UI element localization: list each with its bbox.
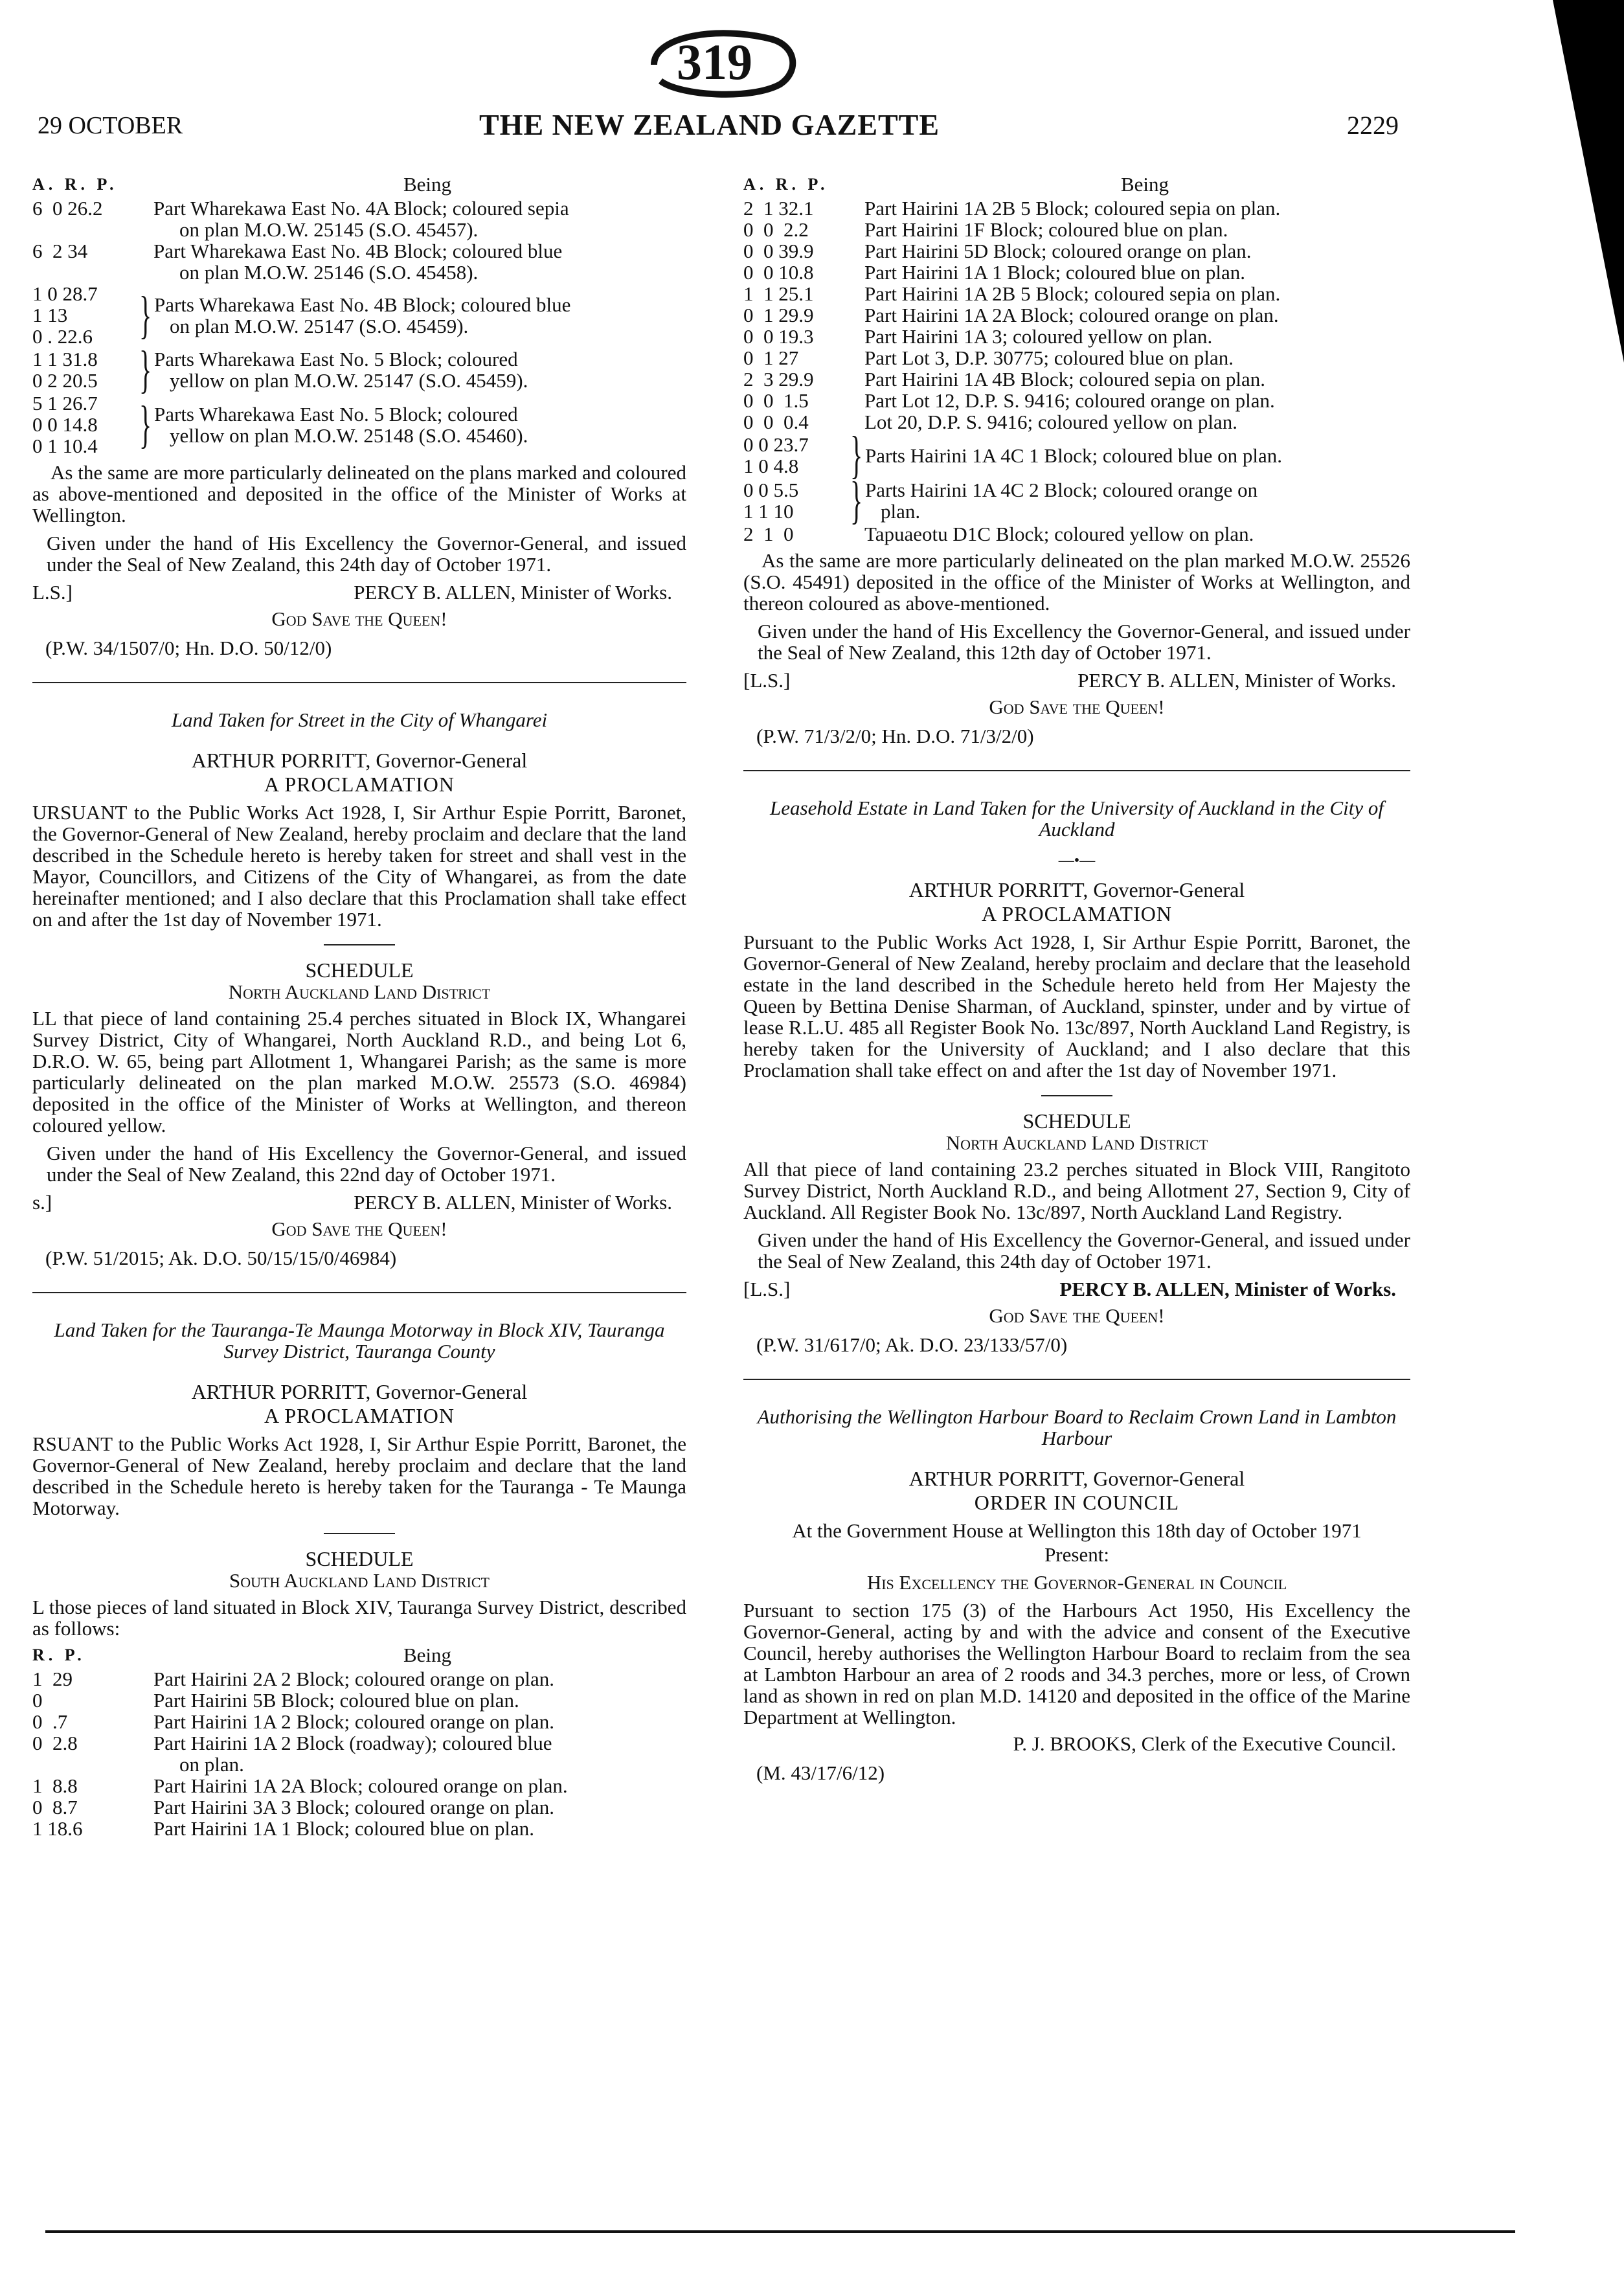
god-save-the-queen: God Save the Queen! [271, 607, 447, 630]
file-reference: (M. 43/17/6/12) [756, 1761, 885, 1784]
land-row: 2 1 32.1 Part Hairini 1A 2B 5 Block; coloured sepia on plan. [743, 197, 1281, 220]
page-number: 2229 [1347, 111, 1399, 140]
land-row: 0 8.7 Part Hairini 3A 3 Block; coloured orange on plan. [32, 1796, 555, 1818]
land-row: 1 18.6 Part Hairini 1A 1 Block; coloured blue on plan. [32, 1817, 535, 1840]
schedule-text: L those pieces of land situated in Block XIV, Tauranga Survey District, described as follows: [32, 1596, 686, 1640]
god-save-the-queen: God Save the Queen! [271, 1217, 447, 1240]
land-row: 1 29 Part Hairini 2A 2 Block; coloured orange on plan. [32, 1668, 555, 1690]
land-district: North Auckland Land District [228, 980, 491, 1003]
file-reference: (P.W. 71/3/2/0; Hn. D.O. 71/3/2/0) [756, 725, 1034, 747]
file-reference: (P.W. 31/617/0; Ak. D.O. 23/133/57/0) [756, 1333, 1068, 1356]
page-header [0, 0, 1624, 162]
section-divider [743, 1379, 1410, 1380]
governor-general: ARTHUR PORRITT, Governor-General [908, 1467, 1245, 1490]
land-row: 2 3 29.9 Part Hairini 1A 4B Block; coloured sepia on plan. [743, 368, 1266, 390]
governor-general: ARTHUR PORRITT, Governor-General [191, 749, 528, 772]
land-table-header: A. R. P. Being [743, 173, 1169, 196]
issue-date: 29 OCTOBER [38, 112, 183, 139]
land-row: 1 1 25.1 Part Hairini 1A 2B 5 Block; coloured sepia on plan. [743, 282, 1281, 305]
land-district: North Auckland Land District [945, 1131, 1208, 1154]
proclamation-body: RSUANT to the Public Works Act 1928, I, Sir Arthur Espie Porritt, Baronet, the Governor-General of New Zealand, hereby proclaim and declare that the land described in the Schedule hereto is hereby taken for the Tauranga - Te Maunga Motorway. [32, 1432, 686, 1519]
land-row: 6 0 26.2 Part Wharekawa East No. 4A Block; coloured sepia on plan M.O.W. 25145 (S.O. 45457). [32, 197, 569, 241]
section-divider [32, 682, 686, 683]
land-row: 0 0 39.9 Part Hairini 5D Block; coloured orange on plan. [743, 240, 1252, 262]
governor-general: ARTHUR PORRITT, Governor-General [191, 1380, 528, 1403]
land-group: 1 0 28.7 1 13 0 . 22.6 } Parts Wharekawa East No. 4B Block; coloured blue on plan M.O.W. 25147 (S.O. 45459). [32, 282, 571, 348]
notice-title: Land Taken for Street in the City of Whangarei [171, 708, 548, 731]
given-under-hand: Given under the hand of His Excellency the Governor-General, and issued under the Seal of New Zealand, this 24th day of October 1971. [47, 532, 686, 576]
land-row: 0 0 0.4 Lot 20, D.P. S. 9416; coloured yellow on plan. [743, 411, 1238, 433]
proclamation-body: Pursuant to the Public Works Act 1928, I, Sir Arthur Espie Porritt, Baronet, the Governor-General of New Zealand, hereby proclaim and declare that the leasehold estate in the land described in the Schedule hereto held from Her Majesty the Queen by Bettina Denise Sharman, of Auckland, spinster, under and by virtue of lease R.L.U. 485 all Register Book No. 13c/897, North Auckland Land Registry, is hereby taken for the University of Auckland; and I also declare that this Proclamation shall take effect on and after the 1st day of November 1971. [743, 931, 1410, 1081]
delineation-paragraph: As the same are more particularly delineated on the plan marked M.O.W. 25526 (S.O. 45491) deposited in the office of the Minister of Works at Wellington, and thereon coloured as above-mentioned. [743, 549, 1410, 615]
seal-mark: [L.S.] [743, 669, 791, 692]
land-table-header: R. P. Being [32, 1644, 452, 1666]
land-row: 0 0 19.3 Part Hairini 1A 3; coloured yellow on plan. [743, 325, 1213, 348]
present-label: Present: [1044, 1543, 1109, 1566]
land-row: 0 0 1.5 Part Lot 12, D.P. S. 9416; coloured orange on plan. [743, 389, 1275, 412]
order-heading: ORDER IN COUNCIL [974, 1491, 1180, 1514]
land-row: 0 0 2.2 Part Hairini 1F Block; coloured blue on plan. [743, 218, 1228, 241]
schedule-heading: SCHEDULE [1022, 1109, 1131, 1133]
land-row: 0 Part Hairini 5B Block; coloured blue on plan. [32, 1689, 519, 1712]
short-divider [324, 1533, 395, 1534]
schedule-text: LL that piece of land containing 25.4 perches situated in Block IX, Whangarei Survey District, City of Whangarei, North Auckland R.D., and being Lot 6, D.R.O. W. 65, being part Allotment 1, Whangarei Parish; as the same is more particularly delineated on the plan marked M.O.W. 25573 (S.O. 46984) deposited in the office of the Minister of Works at Wellington, and thereon coloured yellow. [32, 1007, 686, 1137]
brace-symbol: } [139, 341, 152, 398]
section-divider [743, 770, 1410, 771]
minister-signature: PERCY B. ALLEN, Minister of Works. [354, 1191, 672, 1214]
land-district: South Auckland Land District [229, 1569, 490, 1592]
land-row: 2 1 0 Tapuaeotu D1C Block; coloured yellow on plan. [743, 523, 1254, 545]
land-group: 0 0 23.7 1 0 4.8 } Parts Hairini 1A 4C 1 Block; coloured blue on plan. [743, 427, 1283, 484]
council-heading: His Excellency the Governor-General in Council [866, 1571, 1287, 1594]
given-under-hand: Given under the hand of His Excellency the Governor-General, and issued under the Seal of New Zealand, this 22nd day of October 1971. [47, 1142, 686, 1186]
order-location: At the Government House at Wellington this 18th day of October 1971 [792, 1519, 1362, 1542]
order-body: Pursuant to section 175 (3) of the Harbours Act 1950, His Excellency the Governor-General, acting by and with the advice and consent of the Executive Council, hereby authorises the Wellington Harbour Board to reclaim from the sea at Lambton Harbour an area of 2 roods and 34.3 perches, more or less, of Crown land as shown in red on plan M.D. 14120 and deposited in the office of the Marine Department at Wellington. [743, 1599, 1410, 1728]
proclamation-body: URSUANT to the Public Works Act 1928, I, Sir Arthur Espie Porritt, Baronet, the Governor-General of New Zealand, hereby proclaim and declare that the land described in the Schedule hereto is hereby taken for street and shall vest in the Mayor, Councillors, and Citizens of the City of Whangarei, as from the date hereinafter mentioned; and I also declare that this Proclamation shall take effect on and after the 1st day of November 1971. [32, 801, 686, 931]
file-reference: (P.W. 34/1507/0; Hn. D.O. 50/12/0) [45, 637, 332, 659]
minister-signature: PERCY B. ALLEN, Minister of Works. [1059, 1278, 1396, 1300]
svg-text:319: 319 [677, 34, 752, 90]
file-reference: (P.W. 51/2015; Ak. D.O. 50/15/15/0/46984) [45, 1247, 397, 1269]
land-row: 0 0 10.8 Part Hairini 1A 1 Block; coloured blue on plan. [743, 261, 1246, 284]
notice-title: Authorising the Wellington Harbour Board to Reclaim Crown Land in Lambton Harbour [757, 1405, 1397, 1449]
notice-title: Land Taken for the Tauranga-Te Maunga Motorway in Block XIV, Tauranga Survey District, Tauranga County [54, 1319, 665, 1363]
land-row: 6 2 34 Part Wharekawa East No. 4B Block; coloured blue on plan M.O.W. 25146 (S.O. 45458). [32, 240, 563, 284]
right-column [743, 174, 1410, 1791]
given-under-hand: Given under the hand of His Excellency the Governor-General, and issued under the Seal of New Zealand, this 24th day of October 1971. [758, 1228, 1410, 1273]
page-bottom-rule [45, 2230, 1515, 2233]
land-group: 5 1 26.7 0 0 14.8 0 1 10.4 } Parts Wharekawa East No. 5 Block; coloured yellow on plan M.O.W. 25148 (S.O. 45460). [32, 392, 528, 457]
short-divider [324, 944, 395, 945]
land-row: 0 2.8 Part Hairini 1A 2 Block (roadway); coloured blue on plan. [32, 1732, 552, 1776]
land-group: 1 1 31.8 0 2 20.5 } Parts Wharekawa East No. 5 Block; coloured yellow on plan M.O.W. 25147 (S.O. 45459). [32, 341, 528, 398]
proclamation-heading: A PROCLAMATION [264, 773, 455, 796]
governor-general: ARTHUR PORRITT, Governor-General [908, 878, 1245, 901]
brace-symbol: } [850, 472, 863, 529]
notice-title: Leasehold Estate in Land Taken for the University of Auckland in the City of Auckland [770, 797, 1384, 841]
section-divider [32, 1292, 686, 1293]
god-save-the-queen: God Save the Queen! [989, 1304, 1165, 1327]
seal-mark: L.S.] [32, 581, 73, 604]
land-row: 0 1 29.9 Part Hairini 1A 2A Block; coloured orange on plan. [743, 304, 1279, 326]
land-row: 1 8.8 Part Hairini 1A 2A Block; coloured orange on plan. [32, 1774, 568, 1797]
seal-mark: [L.S.] [743, 1278, 791, 1300]
ornament-dash: —•— [1058, 852, 1096, 869]
land-row: 0 1 27 Part Lot 3, D.P. 30775; coloured blue on plan. [743, 346, 1234, 369]
land-row: 0 .7 Part Hairini 1A 2 Block; coloured orange on plan. [32, 1710, 555, 1733]
proclamation-heading: A PROCLAMATION [264, 1404, 455, 1427]
left-column [32, 174, 686, 1839]
short-divider [1041, 1095, 1112, 1096]
seal-mark: s.] [32, 1191, 52, 1214]
brace-symbol: } [139, 396, 152, 453]
scan-shadow-corner [1553, 0, 1624, 363]
schedule-text: All that piece of land containing 23.2 perches situated in Block VIII, Rangitoto Survey District, North Auckland R.D., and being Allotment 27, Section 9, City of Auckland. All Register Book No. 13c/897, North Auckland Land Registry. [743, 1158, 1410, 1223]
land-table-header: A. R. P. Being [32, 173, 452, 196]
handwritten-page-stamp [641, 19, 803, 104]
clerk-signature: P. J. BROOKS, Clerk of the Executive Council. [1013, 1732, 1396, 1755]
schedule-heading: SCHEDULE [305, 1547, 414, 1570]
delineation-paragraph: As the same are more particularly delineated on the plans marked and coloured as above-mentioned and deposited in the office of the Minister of Works at Wellington. [32, 461, 686, 526]
gazette-title: THE NEW ZEALAND GAZETTE [479, 108, 940, 141]
schedule-heading: SCHEDULE [305, 958, 414, 982]
minister-signature: PERCY B. ALLEN, Minister of Works. [354, 581, 672, 604]
brace-symbol: } [139, 286, 152, 344]
minister-signature: PERCY B. ALLEN, Minister of Works. [1077, 669, 1396, 692]
land-group: 0 0 5.5 1 1 10 } Parts Hairini 1A 4C 2 Block; coloured orange on plan. [743, 472, 1258, 529]
brace-symbol: } [850, 427, 863, 484]
god-save-the-queen: God Save the Queen! [989, 696, 1165, 718]
given-under-hand: Given under the hand of His Excellency the Governor-General, and issued under the Seal of New Zealand, this 12th day of October 1971. [758, 620, 1410, 664]
proclamation-heading: A PROCLAMATION [981, 902, 1173, 925]
